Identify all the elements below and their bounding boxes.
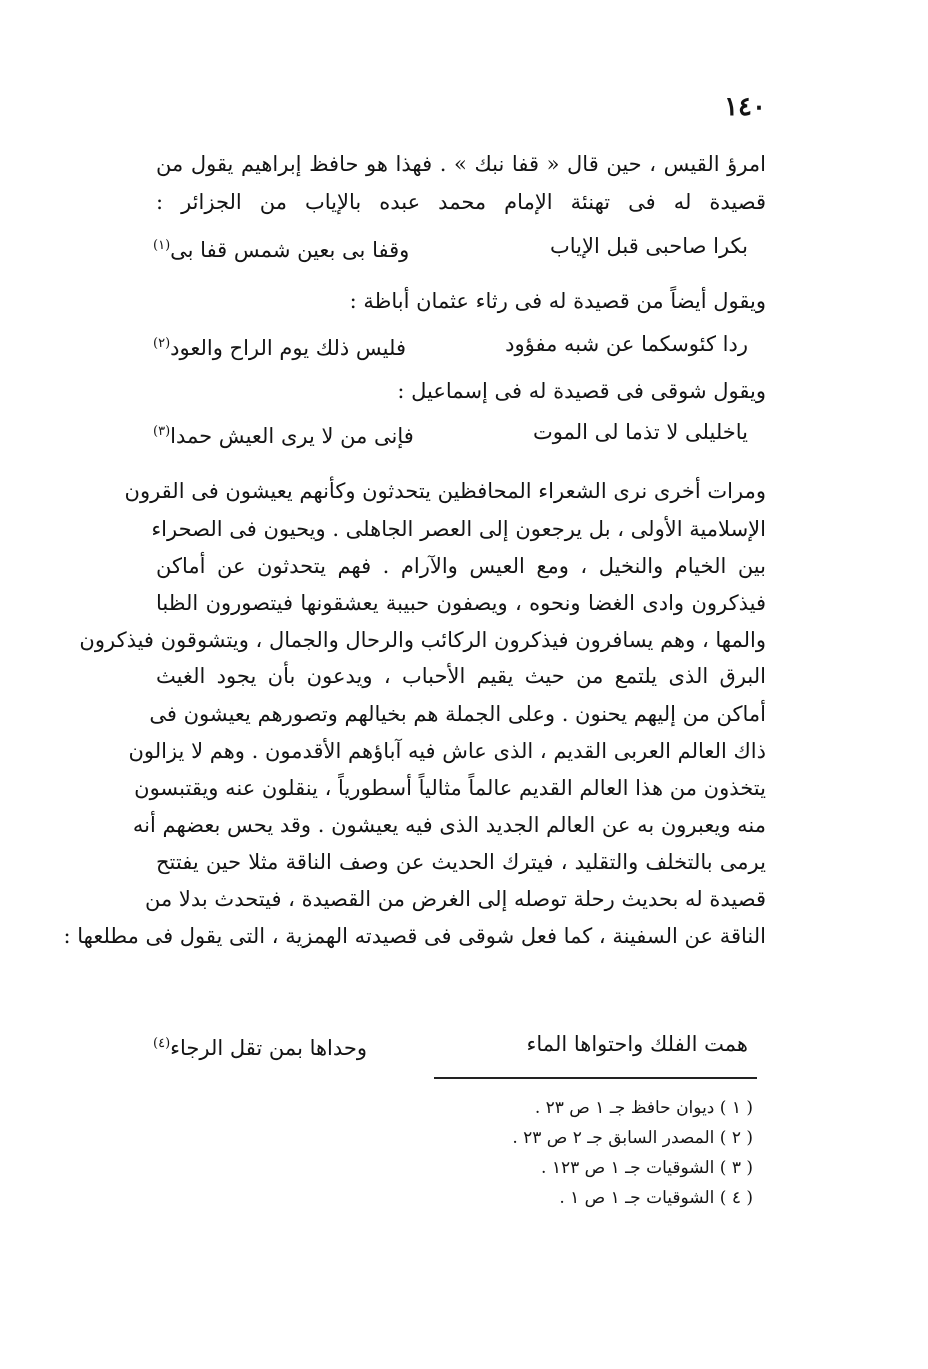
- mid-line-1: ويقول أيضاً من قصيدة له فى رثاء عثمان أباظة :: [349, 289, 766, 313]
- verse-1-first-hemistich: بكرا صاحبى قبل الإياب: [549, 234, 748, 258]
- verse-3-second-hemistich: [153, 418, 414, 450]
- footnote-divider: [434, 1077, 757, 1079]
- paragraph-line-8: ذاك العالم العربى القديم ، الذى عاش فيه آباؤهم الأقدمون . وهم لا يزالون: [128, 739, 766, 763]
- page-number: ١٤٠: [724, 92, 766, 122]
- paragraph-line-9: يتخذون من هذا العالم القديم عالماً مثالياً أسطورياً ، ينقلون عنه ويقتبسون: [134, 776, 766, 800]
- verse-2-second-hemistich: [153, 330, 406, 362]
- verse-4-second-text: وحداها بمن تقل الرجاء: [170, 1036, 368, 1060]
- intro-line-1: امرؤ القيس ، حين قال « قفا نبك » . فهذا هو حافظ إبراهيم يقول من: [156, 152, 766, 176]
- paragraph-line-11: يرمى بالتخلف والتقليد ، فيترك الحديث عن وصف الناقة مثلا حين يفتتح: [156, 850, 766, 874]
- paragraph-line-4: فيذكرون وادى الغضا ونحوه ، ويصفون حبيبة يعشقونها فيتصورون الظبا: [156, 591, 766, 615]
- paragraph-line-12: قصيدة له بحديث رحلة توصله إلى الغرض من القصيدة ، فيتحدث بدلا من: [145, 887, 766, 911]
- mid-line-2: ويقول شوقى فى قصيدة له فى إسماعيل :: [397, 379, 766, 403]
- paragraph-line-3: بين الخيام والنخيل ، ومع العيس والآرام . فهم يتحدثون عن أماكن: [156, 554, 766, 578]
- footnote-ref-1: (١): [153, 238, 171, 253]
- paragraph-line-13: الناقة عن السفينة ، كما فعل شوقى فى قصيدته الهمزية ، التى يقول فى مطلعها :: [63, 924, 766, 948]
- paragraph-line-5: والمها ، وهم يسافرون فيذكرون الركائب والرحال والجمال ، ويتشوقون فيذكرون: [79, 628, 766, 652]
- intro-line-2: قصيدة له فى تهنئة الإمام محمد عبده بالإياب من الجزائر :: [156, 190, 766, 214]
- footnote-2: ( ٢ ) المصدر السابق جـ ٢ ص ٢٣ .: [512, 1128, 753, 1148]
- verse-3-second-text: فإنى من لا يرى العيش حمدا: [170, 424, 414, 448]
- footnote-ref-3: (٣): [153, 424, 171, 439]
- paragraph-line-2: الإسلامية الأولى ، بل يرجعون إلى العصر الجاهلى . ويحيون فى الصحراء: [151, 517, 766, 541]
- footnote-1: ( ١ ) ديوان حافظ جـ ١ ص ٢٣ .: [534, 1098, 753, 1118]
- paragraph-line-6: البرق الذى يلتمع من حيث يقيم الأحباب ، ويدعون بأن يجود الغيث: [156, 664, 766, 688]
- footnote-ref-4: (٤): [153, 1036, 171, 1051]
- footnote-ref-2: (٢): [153, 336, 171, 351]
- verse-1: [153, 232, 748, 264]
- verse-2-first-hemistich: ردا كئوسكما عن شبه مفؤود: [505, 332, 748, 356]
- verse-4: [153, 1030, 748, 1062]
- footnote-3: ( ٣ ) الشوقيات جـ ١ ص ١٢٣ .: [541, 1158, 753, 1178]
- verse-3-first-hemistich: ياخليلى لا تذما لى الموت: [532, 420, 748, 444]
- verse-3: [153, 418, 748, 450]
- paragraph-line-1: ومرات أخرى نرى الشعراء المحافظين يتحدثون وكأنهم يعيشون فى القرون: [124, 479, 766, 503]
- verse-1-second-hemistich: [153, 232, 409, 264]
- paragraph-line-7: أماكن من إليهم يحنون . وعلى الجملة هم بخيالهم وتصورهم يعيشون فى: [149, 702, 766, 726]
- paragraph-line-10: منه ويعبرون به عن العالم الجديد الذى فيه يعيشون . وقد يحس بعضهم أنه: [132, 813, 766, 837]
- footnote-4: ( ٤ ) الشوقيات جـ ١ ص ١ .: [559, 1188, 753, 1208]
- verse-4-first-hemistich: همت الفلك واحتواها الماء: [526, 1032, 748, 1056]
- verse-2: [153, 330, 748, 362]
- verse-2-second-text: فليس ذلك يوم الراح والعود: [170, 336, 407, 360]
- verse-1-second-text: وقفا بى بعين شمس قفا بى: [170, 238, 410, 262]
- verse-4-second-hemistich: [153, 1030, 367, 1062]
